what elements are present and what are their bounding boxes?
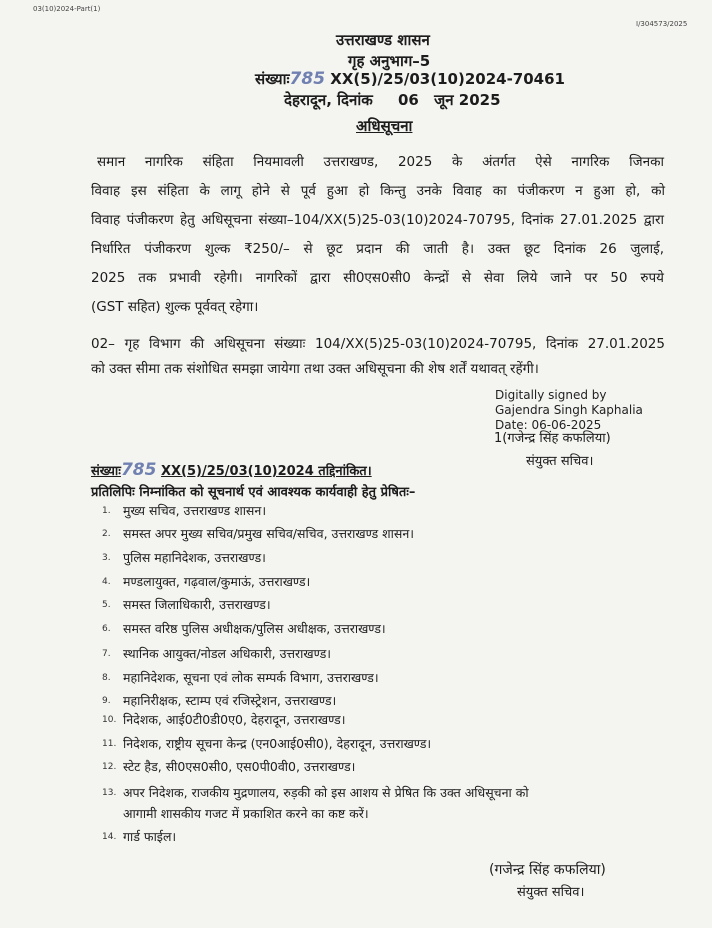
notification-title: अधिसूचना [356, 117, 413, 135]
digital-signature-name: Gajendra Singh Kaphalia [495, 403, 643, 417]
copy-intro: प्रतिलिपिः निम्नांकित को सूचनार्थ एवं आवश्यक कार्यवाही हेतु प्रेषितः– [91, 485, 416, 500]
digital-signature [495, 388, 643, 433]
recipient-item [102, 669, 662, 689]
para1-line5: 2025 तक प्रभावी रहेगी। नागरिकों द्वारा सी0एस0सी0 केन्द्रों से सेवा लिये जाने पर 50 रुपये [91, 270, 664, 286]
letter-number-line [255, 69, 565, 89]
recipient-text: मण्डलायुक्त, गढ़वाल/कुमाऊं, उत्तराखण्ड। [123, 574, 311, 589]
handwritten-number: 785 [289, 69, 326, 89]
digital-signature-label: Digitally signed by [495, 388, 607, 402]
para1-line3: विवाह पंजीकरण हेतु अधिसूचना संख्या–104/XX(5)25-03(10)2024-70795, दिनांक 27.01.2025 द्वारा [91, 212, 664, 228]
recipient-item [102, 758, 662, 778]
digital-signature-date: Date: 06-06-2025 [495, 418, 602, 432]
place-date-line [284, 90, 501, 110]
place-date-label: देहरादून, दिनांक [284, 91, 373, 109]
para2-line2: को उक्त सीमा तक संशोधित समझा जायेगा तथा उक्त अधिसूचना की शेष शर्तें यथावत् रहेंगी। [91, 361, 539, 377]
recipient-text: महानिरीक्षक, स्टाम्प एवं रजिस्ट्रेशन, उत्तराखण्ड। [123, 693, 337, 708]
date-day: 06 [397, 91, 419, 109]
recipient-text: समस्त अपर मुख्य सचिव/प्रमुख सचिव/सचिव, उत्तराखण्ड शासन। [123, 526, 415, 541]
recipient-item [102, 573, 662, 593]
recipient-item [102, 549, 662, 569]
receipt-number: I/304573/2025 [636, 20, 688, 28]
recipient-number: 11. [102, 739, 117, 749]
recipient-text: स्थानिक आयुक्त/नोडल अधिकारी, उत्तराखण्ड। [123, 646, 331, 661]
recipient-item [102, 620, 662, 640]
signatory-name: 1(गजेन्द्र सिंह कफलिया) [494, 431, 611, 446]
copy-handwritten-number: 785 [120, 460, 157, 480]
recipient-number: 2. [102, 529, 111, 539]
recipient-item [102, 735, 662, 755]
recipient-item [102, 805, 662, 825]
footer-signatory-name: (गजेन्द्र सिंह कफलिया) [489, 862, 606, 878]
recipient-text: समस्त वरिष्ठ पुलिस अधीक्षक/पुलिस अधीक्षक, उत्तराखण्ड। [123, 621, 386, 636]
footer-signatory-designation: संयुक्त सचिव। [517, 885, 585, 900]
para2-line1: 02– गृह विभाग की अधिसूचना संख्याः 104/XX(5)25-03(10)2024-70795, दिनांक 27.01.2025 [91, 336, 665, 352]
signatory-designation: संयुक्त सचिव। [526, 454, 594, 469]
para1-line4: निर्धारित पंजीकरण शुल्क ₹250/– से छूट प्रदान की जाती है। उक्त छूट दिनांक 26 जुलाई, [91, 241, 664, 257]
recipient-item [102, 596, 662, 616]
department-name: गृह अनुभाग–5 [348, 52, 431, 70]
copy-number-line [91, 460, 372, 480]
recipient-text: निदेशक, आई0टी0डी0ए0, देहरादून, उत्तराखण्ड। [123, 712, 346, 727]
recipient-item [102, 502, 662, 522]
recipient-number: 4. [102, 577, 111, 587]
recipient-text: गार्ड फाईल। [123, 829, 177, 844]
date-month-year: जून 2025 [434, 91, 501, 109]
file-reference: 03(10)2024-Part(1) [33, 5, 101, 13]
recipient-number: 8. [102, 673, 111, 683]
government-name: उत्तराखण्ड शासन [336, 31, 430, 49]
recipient-number: 10. [102, 715, 117, 725]
recipient-number: 13. [102, 788, 117, 798]
recipient-number: 6. [102, 624, 111, 634]
recipient-number: 7. [102, 649, 111, 659]
recipient-text: अपर निदेशक, राजकीय मुद्रणालय, रुड़की को इस आशय से प्रेषित कि उक्त अधिसूचना को [123, 785, 529, 800]
recipient-text: महानिदेशक, सूचना एवं लोक सम्पर्क विभाग, उत्तराखण्ड। [123, 670, 379, 685]
recipient-text: पुलिस महानिदेशक, उत्तराखण्ड। [123, 550, 266, 565]
para1-line6: (GST सहित) शुल्क पूर्ववत् रहेगा। [91, 299, 259, 315]
recipient-number: 12. [102, 762, 117, 772]
para1-line1: समान नागरिक संहिता नियमावली उत्तराखण्ड, 2025 के अंतर्गत ऐसे नागरिक जिनका [97, 154, 664, 170]
recipient-number: 9. [102, 696, 111, 706]
recipient-number: 5. [102, 600, 111, 610]
recipient-text: समस्त जिलाधिकारी, उत्तराखण्ड। [123, 597, 271, 612]
recipient-number: 1. [102, 506, 111, 516]
number-reference: XX(5)/25/03(10)2024-70461 [330, 70, 565, 88]
recipient-item [102, 525, 662, 545]
recipient-item [102, 692, 662, 712]
recipient-text: आगामी शासकीय गजट में प्रकाशित करने का कष्ट करें। [123, 806, 369, 821]
recipient-item [102, 828, 662, 848]
copy-number-label: संख्याः [91, 464, 121, 479]
recipient-item [102, 784, 662, 804]
recipient-text: मुख्य सचिव, उत्तराखण्ड शासन। [123, 503, 267, 518]
recipient-number: 3. [102, 553, 111, 563]
recipient-item [102, 711, 662, 731]
recipient-text: निदेशक, राष्ट्रीय सूचना केन्द्र (एन0आई0सी0), देहरादून, उत्तराखण्ड। [123, 736, 432, 751]
para1-line2: विवाह इस संहिता के लागू होने से पूर्व हुआ हो किन्तु उनके विवाह का पंजीकरण न हुआ हो, को [91, 183, 665, 199]
recipient-number: 14. [102, 832, 117, 842]
copy-number-reference: XX(5)/25/03(10)2024 तद्दिनांकित। [160, 464, 372, 479]
recipient-text: स्टेट हैड, सी0एस0सी0, एस0पी0वी0, उत्तराखण्ड। [123, 759, 356, 774]
number-label: संख्याः [255, 70, 290, 88]
recipient-item [102, 645, 662, 665]
